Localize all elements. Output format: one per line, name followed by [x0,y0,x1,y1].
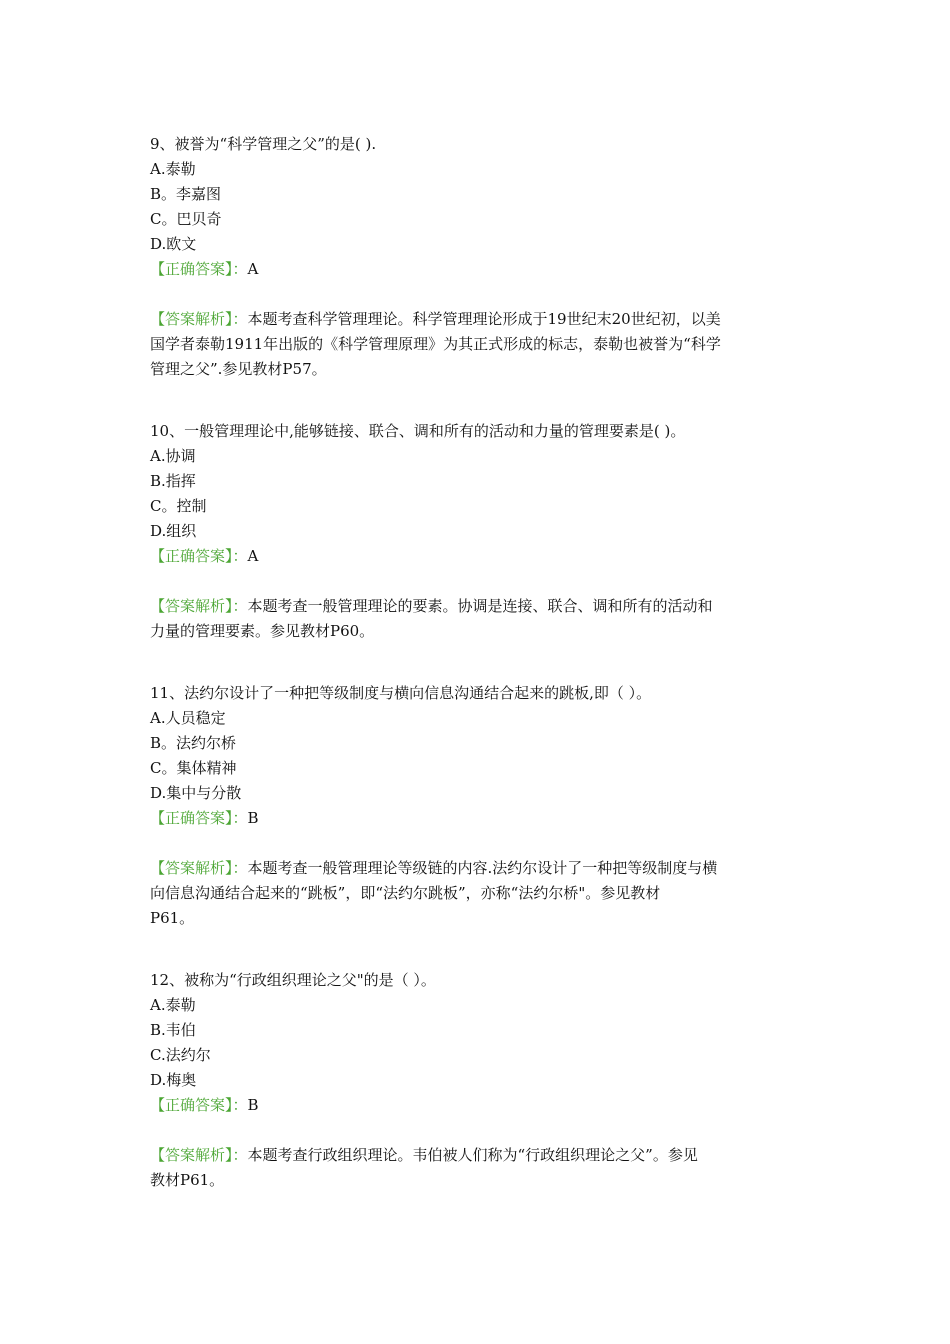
option-c: C。控制 [150,497,207,515]
option-b: B.指挥 [150,472,196,490]
answer-value: A [247,260,259,278]
analysis-block [150,307,810,382]
question-stem: 12、被称为“行政组织理论之父"的是（ ）。 [150,971,436,989]
document-page [150,132,810,1193]
option-d: D.集中与分散 [150,784,242,802]
analysis-label: 【答案解析】： [150,859,248,877]
answer-label: 【正确答案】： [150,547,248,565]
answer-value: B [247,809,259,827]
analysis-block [150,594,810,644]
answer-label: 【正确答案】： [150,809,248,827]
analysis-text: 本题考查一般管理理论的要素。协调是连接、联合、调和所有的活动和 [247,597,713,615]
answer-value: A [247,547,259,565]
option-d: D.组织 [150,522,197,540]
answer-label: 【正确答案】： [150,1096,248,1114]
analysis-label: 【答案解析】： [150,597,248,615]
answer-value: B [247,1096,259,1114]
question-block [150,132,810,382]
question-stem: 11、法约尔设计了一种把等级制度与横向信息沟通结合起来的跳板,即（ ）。 [150,684,652,702]
analysis-text: 本题考查科学管理理论。科学管理理论形成于19世纪末20世纪初，以美 [247,310,721,328]
analysis-text: 国学者泰勒1911年出版的《科学管理原理》为其正式形成的标志，泰勒也被誉为“科学 [150,335,721,353]
option-c: C。巴贝奇 [150,210,222,228]
analysis-text: 本题考查行政组织理论。韦伯被人们称为“行政组织理论之父”。参见 [247,1146,698,1164]
question-stem: 9、被誉为“科学管理之父”的是( ). [150,135,377,153]
answer-line [150,257,810,282]
option-b: B.韦伯 [150,1021,196,1039]
answer-line [150,544,810,569]
option-d: D.梅奥 [150,1071,197,1089]
question-block [150,968,810,1193]
analysis-text: 力量的管理要素。参见教材P60。 [150,622,375,640]
question-block [150,681,810,931]
analysis-label: 【答案解析】： [150,310,248,328]
option-a: A.协调 [150,447,196,465]
answer-line [150,1093,810,1118]
analysis-block [150,1143,810,1193]
analysis-label: 【答案解析】： [150,1146,248,1164]
option-c: C.法约尔 [150,1046,211,1064]
option-a: A.泰勒 [150,160,196,178]
answer-line [150,806,810,831]
analysis-text: 管理之父”.参见教材P57。 [150,360,327,378]
analysis-text: 教材P61。 [150,1171,225,1189]
option-a: A.人员稳定 [150,709,226,727]
answer-label: 【正确答案】： [150,260,248,278]
analysis-text: 本题考查一般管理理论等级链的内容.法约尔设计了一种把等级制度与横 [247,859,718,877]
question-block [150,419,810,644]
analysis-block [150,856,810,931]
option-b: B。法约尔桥 [150,734,237,752]
option-b: B。李嘉图 [150,185,222,203]
analysis-text: P61。 [150,909,195,927]
question-stem: 10、一般管理理论中,能够链接、联合、调和所有的活动和力量的管理要素是( )。 [150,422,686,440]
option-a: A.泰勒 [150,996,196,1014]
analysis-text: 向信息沟通结合起来的“跳板”，即“法约尔跳板”，亦称“法约尔桥"。参见教材 [150,884,661,902]
option-d: D.欧文 [150,235,197,253]
option-c: C。集体精神 [150,759,237,777]
